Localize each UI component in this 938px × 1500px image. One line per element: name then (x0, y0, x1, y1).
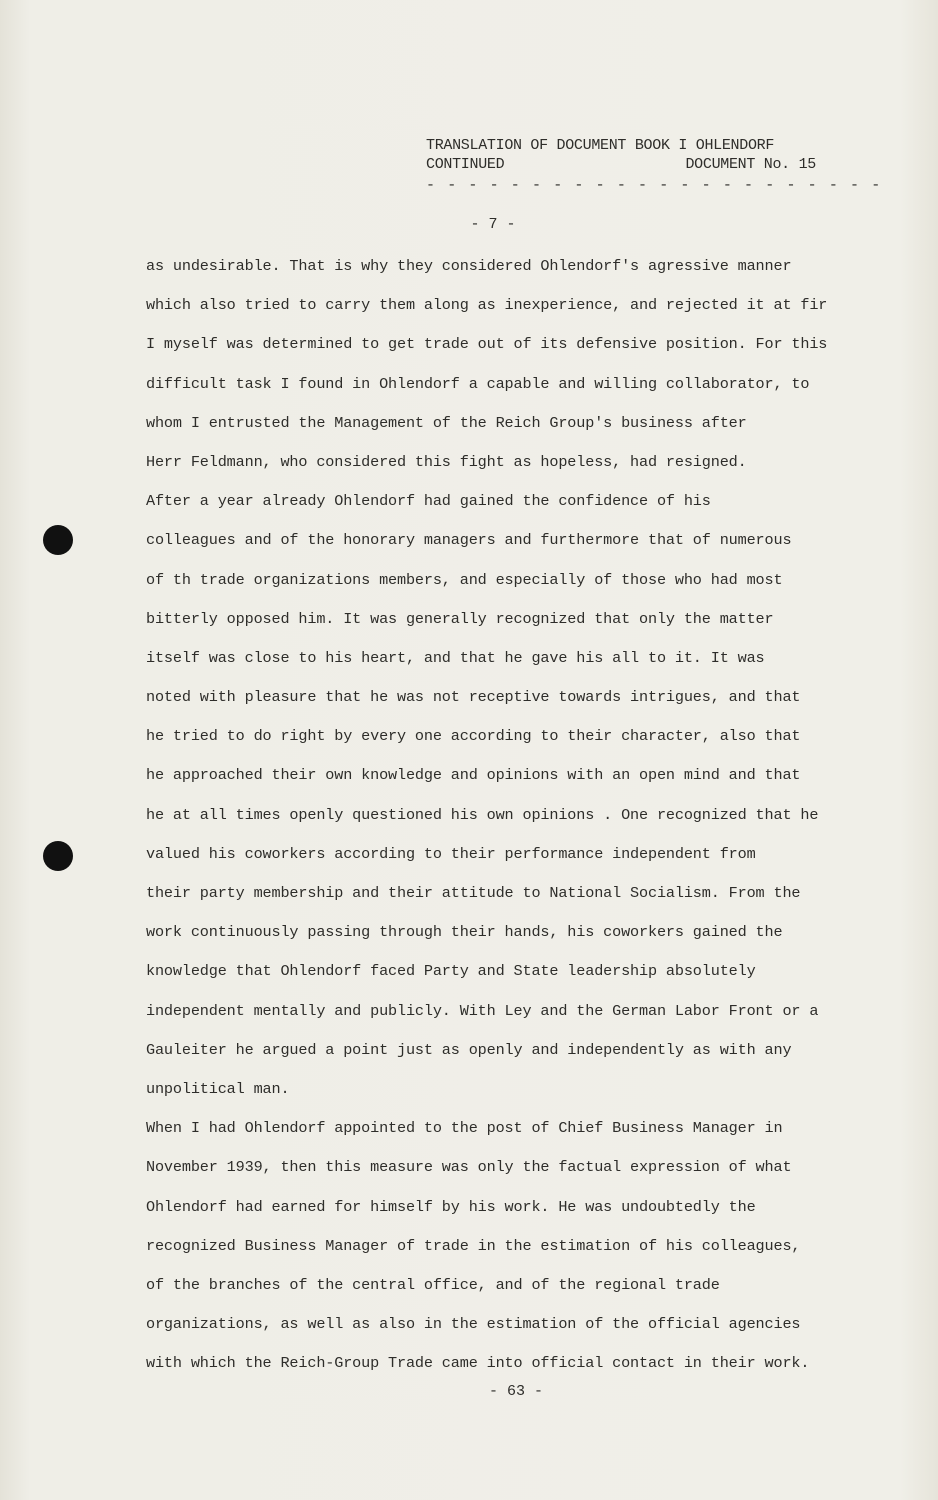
text-line: of th trade organizations members, and especially of those who had most (146, 570, 783, 589)
text-line: Gauleiter he argued a point just as openly and independently as with any (146, 1040, 792, 1059)
text-line: he tried to do right by every one according to their character, also that (146, 727, 801, 746)
body-text (146, 255, 891, 1391)
header-document-number: DOCUMENT No. 15 (685, 156, 816, 173)
text-line: difficult task I found in Ohlendorf a capable and willing collaborator, to (146, 374, 810, 393)
header-subtitle-row (426, 155, 816, 174)
punch-hole (43, 525, 73, 555)
header-dashed-rule: - - - - - - - - - - - - - - - - - - - - - - (426, 177, 882, 194)
text-line: When I had Ohlendorf appointed to the post of Chief Business Manager in (146, 1119, 783, 1138)
text-line: unpolitical man. (146, 1079, 290, 1098)
text-line: I myself was determined to get trade out of its defensive position. For this (146, 335, 828, 354)
text-line: itself was close to his heart, and that he gave his all to it. It was (146, 648, 765, 667)
text-line: colleagues and of the honorary managers and furthermore that of numerous (146, 531, 792, 550)
text-line: After a year already Ohlendorf had gained the confidence of his (146, 492, 711, 511)
text-line: he approached their own knowledge and opinions with an open mind and that (146, 766, 801, 785)
text-line: of the branches of the central office, and of the regional trade (146, 1275, 720, 1294)
text-line: Ohlendorf had earned for himself by his work. He was undoubtedly the (146, 1197, 756, 1216)
text-line: he at all times openly questioned his own opinions . One recognized that he (146, 805, 819, 824)
text-line: which also tried to carry them along as inexperience, and rejected it at fir (146, 296, 828, 315)
document-header (426, 136, 882, 195)
text-line: knowledge that Ohlendorf faced Party and State leadership absolutely (146, 962, 756, 981)
text-line: their party membership and their attitude to National Socialism. From the (146, 884, 801, 902)
text-line: recognized Business Manager of trade in the estimation of his colleagues, (146, 1236, 801, 1255)
text-line: valued his coworkers according to their performance independent from (146, 844, 756, 863)
header-title-row (426, 136, 816, 155)
punch-hole (43, 841, 73, 871)
text-line: organizations, as well as also in the estimation of the official agencies (146, 1315, 801, 1334)
page-number-top: - 7 - (470, 216, 516, 233)
text-line: noted with pleasure that he was not receptive towards intrigues, and that (146, 688, 801, 707)
text-line: as undesirable. That is why they considered Ohlendorf's agressive manner (146, 257, 792, 275)
text-line: bitterly opposed him. It was generally recognized that only the matter (146, 609, 774, 628)
header-title: TRANSLATION OF DOCUMENT BOOK I OHLENDORF (426, 137, 775, 154)
header-continued: CONTINUED (426, 156, 505, 173)
text-line: whom I entrusted the Management of the Reich Group's business after (146, 413, 747, 432)
text-line: independent mentally and publicly. With Ley and the German Labor Front or a (146, 1001, 819, 1020)
page-number-bottom: - 63 - (488, 1383, 543, 1400)
text-line: Herr Feldmann, who considered this fight as hopeless, had resigned. (146, 452, 747, 471)
text-line: November 1939, then this measure was only the factual expression of what (146, 1158, 792, 1177)
text-line: with which the Reich-Group Trade came into official contact in their work. (146, 1354, 810, 1373)
text-line: work continuously passing through their hands, his coworkers gained the (146, 923, 783, 942)
